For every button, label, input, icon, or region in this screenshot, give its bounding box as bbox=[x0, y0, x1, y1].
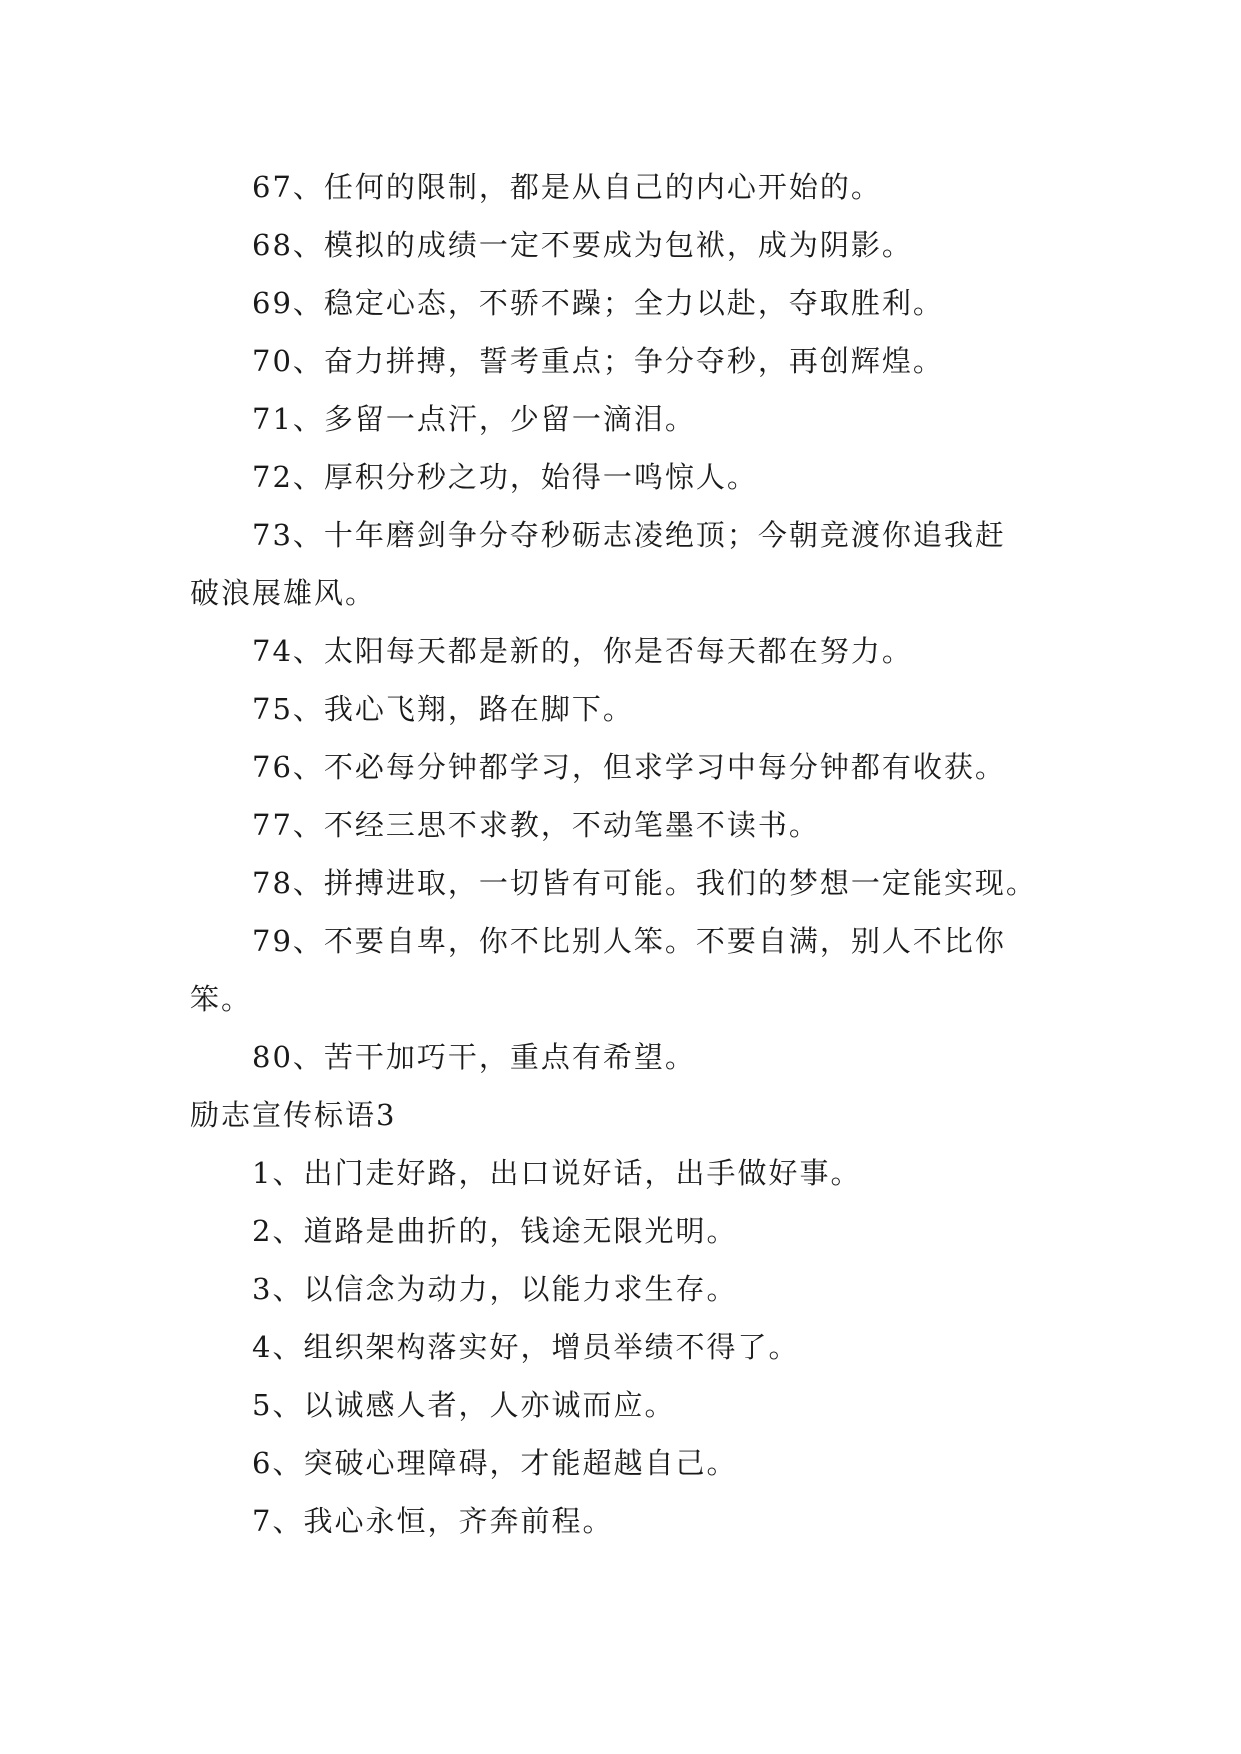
text-line: 6、突破心理障碍，才能超越自己。 bbox=[252, 1446, 738, 1480]
text-line: 4、组织架构落实好，增员举绩不得了。 bbox=[252, 1330, 800, 1364]
text-line: 73、十年磨剑争分夺秒砺志凌绝顶；今朝竞渡你追我赶 bbox=[252, 518, 1006, 552]
text-line: 76、不必每分钟都学习，但求学习中每分钟都有收获。 bbox=[252, 750, 1006, 784]
text-line: 78、拼搏进取，一切皆有可能。我们的梦想一定能实现。 bbox=[252, 866, 1037, 900]
text-line: 5、以诚感人者，人亦诚而应。 bbox=[252, 1388, 676, 1422]
text-line: 1、出门走好路，出口说好话，出手做好事。 bbox=[252, 1156, 862, 1190]
text-line: 7、我心永恒，齐奔前程。 bbox=[252, 1504, 614, 1538]
text-line: 72、厚积分秒之功，始得一鸣惊人。 bbox=[252, 460, 758, 494]
text-line: 77、不经三思不求教，不动笔墨不读书。 bbox=[252, 808, 820, 842]
text-line: 67、任何的限制，都是从自己的内心开始的。 bbox=[252, 170, 882, 204]
text-line: 74、太阳每天都是新的，你是否每天都在努力。 bbox=[252, 634, 913, 668]
text-line-continuation: 破浪展雄风。 bbox=[190, 576, 377, 610]
document-body bbox=[190, 158, 1070, 1550]
text-line: 3、以信念为动力，以能力求生存。 bbox=[252, 1272, 738, 1306]
text-line: 71、多留一点汗，少留一滴泪。 bbox=[252, 402, 696, 436]
text-line: 68、模拟的成绩一定不要成为包袱，成为阴影。 bbox=[252, 228, 913, 262]
text-line: 75、我心飞翔，路在脚下。 bbox=[252, 692, 634, 726]
text-line: 79、不要自卑，你不比别人笨。不要自满，别人不比你 bbox=[252, 924, 1006, 958]
section-heading: 励志宣传标语3 bbox=[190, 1098, 397, 1132]
text-line-continuation: 笨。 bbox=[190, 982, 253, 1016]
text-line: 70、奋力拼搏，誓考重点；争分夺秒，再创辉煌。 bbox=[252, 344, 944, 378]
text-line: 80、苦干加巧干，重点有希望。 bbox=[252, 1040, 696, 1074]
text-line: 69、稳定心态，不骄不躁；全力以赴，夺取胜利。 bbox=[252, 286, 944, 320]
text-line: 2、道路是曲折的，钱途无限光明。 bbox=[252, 1214, 738, 1248]
